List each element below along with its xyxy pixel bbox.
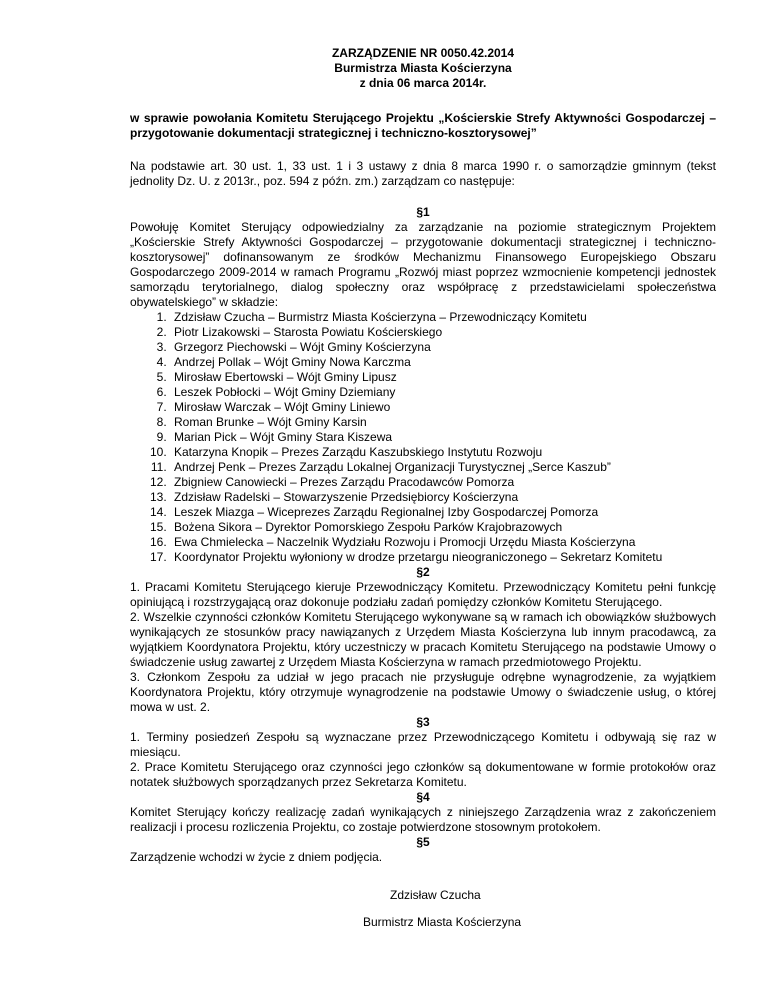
header-title: ZARZĄDZENIE NR 0050.42.2014	[331, 46, 515, 60]
committee-members-list	[130, 310, 716, 565]
list-item: 4. Andrzej Pollak – Wójt Gminy Nowa Karczma	[170, 355, 716, 370]
list-item: 6. Leszek Pobłocki – Wójt Gminy Dziemiany	[170, 385, 716, 400]
list-item: 15. Bożena Sikora – Dyrektor Pomorskiego Zespołu Parków Krajobrazowych	[170, 520, 716, 535]
section-1-title: §1	[416, 205, 430, 219]
list-item: 5. Mirosław Ebertowski – Wójt Gminy Lipusz	[170, 370, 716, 385]
signature-title: Burmistrz Miasta Kościerzyna	[363, 915, 522, 929]
list-item: 7. Mirosław Warczak – Wójt Gminy Liniewo	[170, 400, 716, 415]
section-1-text: Powołuję Komitet Sterujący odpowiedzialny za zarządzanie na poziomie strategicznym Projektem „Kościerskie Strefy Aktywności Gospodarczej – przygotowanie dokumentacji strategicznej i techniczno-kosztorysowej” dofinansowanym ze środków Mechanizmu Finansowego Europejskiego Obszaru Gospodarczego 2009-2014 w ramach Programu „Rozwój miast poprzez wzmocnienie kompetencji jednostek samorządu terytorialnego, dialog społeczny oraz współpracę z przedstawicielami społeczeństwa obywatelskiego” w składzie:	[130, 220, 716, 309]
list-item: 9. Marian Pick – Wójt Gminy Stara Kiszewa	[170, 430, 716, 445]
document-body	[130, 46, 716, 865]
document-subject: w sprawie powołania Komitetu Sterującego Projektu „Kościerskie Strefy Aktywności Gospodarczej – przygotowanie dokumentacji strategicznej i techniczno-kosztorysowej”	[130, 111, 716, 140]
header-issuer: Burmistrza Miasta Kościerzyna	[334, 61, 512, 75]
list-item: 13. Zdzisław Radelski – Stowarzyszenie Przedsiębiorcy Kościerzyna	[170, 490, 716, 505]
section-2-title: §2	[416, 565, 430, 579]
section-2-paragraph-1: 1. Pracami Komitetu Sterującego kieruje Przewodniczący Komitetu. Przewodniczący Komitetu pełni funkcję opiniującą i rozstrzygającą oraz dokonuje podziału zadań pomiędzy członków Komitetu Sterującego.	[130, 580, 716, 609]
section-5-title: §5	[416, 835, 430, 849]
document-header	[130, 46, 716, 91]
list-item: 2. Piotr Lizakowski – Starosta Powiatu Kościerskiego	[170, 325, 716, 340]
signature-name: Zdzisław Czucha	[390, 888, 481, 902]
list-item: 14. Leszek Miazga – Wiceprezes Zarządu Regionalnej Izby Gospodarczej Pomorza	[170, 505, 716, 520]
section-3-paragraph-1: 1. Terminy posiedzeń Zespołu są wyznaczane przez Przewodniczącego Komitetu i odbywają się raz w miesiącu.	[130, 730, 716, 759]
header-date: z dnia 06 marca 2014r.	[359, 76, 487, 90]
list-item: 1. Zdzisław Czucha – Burmistrz Miasta Kościerzyna – Przewodniczący Komitetu	[170, 310, 716, 325]
section-4-text: Komitet Sterujący kończy realizację zadań wynikających z niniejszego Zarządzenia wraz z zakończeniem realizacji i procesu rozliczenia Projektu, co zostaje potwierdzone stosownym protokołem.	[130, 805, 716, 834]
section-4-title: §4	[416, 790, 430, 804]
list-item: 16. Ewa Chmielecka – Naczelnik Wydziału Rozwoju i Promocji Urzędu Miasta Kościerzyna	[170, 535, 716, 550]
section-3-paragraph-2: 2. Prace Komitetu Sterującego oraz czynności jego członków są dokumentowane w formie protokołów oraz notatek służbowych sporządzanych przez Sekretarza Komitetu.	[130, 760, 716, 789]
list-item: 10. Katarzyna Knopik – Prezes Zarządu Kaszubskiego Instytutu Rozwoju	[170, 445, 716, 460]
list-item: 3. Grzegorz Piechowski – Wójt Gminy Kościerzyna	[170, 340, 716, 355]
section-3-title: §3	[416, 715, 430, 729]
section-2-paragraph-2: 2. Wszelkie czynności członków Komitetu Sterującego wykonywane są w ramach ich obowiązków służbowych wynikających ze stosunków pracy nawiązanych z Urzędem Miasta Kościerzyna lub innym pracodawcą, za wyjątkiem Koordynatora Projektu, który uczestniczy w pracach Komitetu Sterującego na podstawie Umowy o świadczenie usług zawartej z Urzędem Miasta Kościerzyna w ramach przedmiotowego Projektu.	[130, 610, 716, 669]
list-item: 11. Andrzej Penk – Prezes Zarządu Lokalnej Organizacji Turystycznej „Serce Kaszub”	[170, 460, 716, 475]
section-5-text: Zarządzenie wchodzi w życie z dniem podjęcia.	[130, 850, 383, 864]
list-item: 12. Zbigniew Canowiecki – Prezes Zarządu Pracodawców Pomorza	[170, 475, 716, 490]
section-2-paragraph-3: 3. Członkom Zespołu za udział w jego pracach nie przysługuje odrębne wynagrodzenie, za wyjątkiem Koordynatora Projektu, który otrzymuje wynagrodzenie na podstawie Umowy o świadczenie usług, o której mowa w ust. 2.	[130, 670, 716, 714]
list-item: 17. Koordynator Projektu wyłoniony w drodze przetargu nieograniczonego – Sekretarz Komitetu	[170, 550, 716, 565]
list-item: 8. Roman Brunke – Wójt Gminy Karsin	[170, 415, 716, 430]
legal-basis: Na podstawie art. 30 ust. 1, 33 ust. 1 i 3 ustawy z dnia 8 marca 1990 r. o samorządzie gminnym (tekst jednolity Dz. U. z 2013r., poz. 594 z późn. zm.) zarządzam co następuje:	[130, 159, 716, 188]
